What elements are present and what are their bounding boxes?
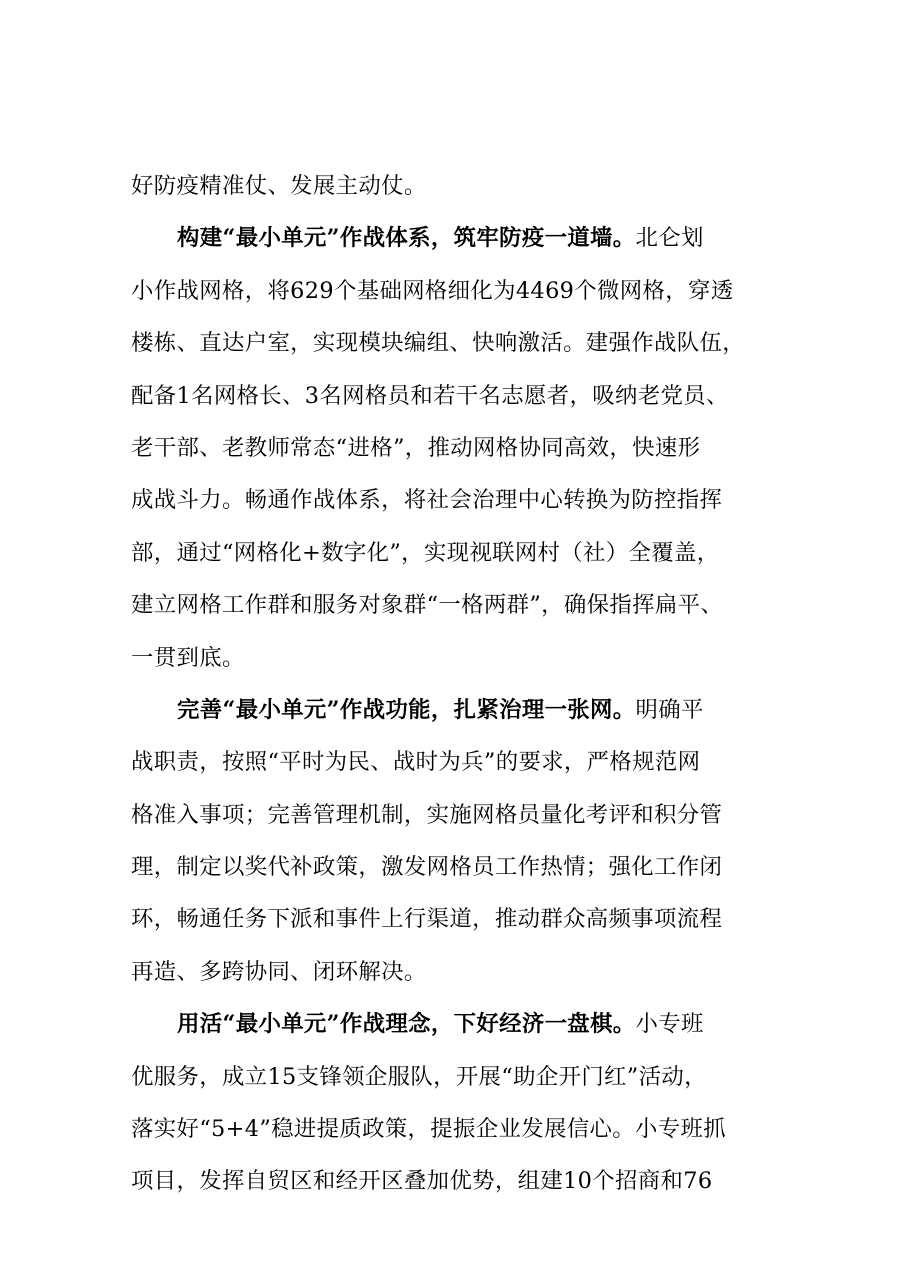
paragraph-continuation: [131, 160, 783, 212]
paragraph-first-line-text: 小专班: [635, 1011, 704, 1038]
text-line: 楼栋、直达户室，实现模块编组、快响激活。建强作战队伍，: [131, 330, 745, 357]
text-line: 配备1名网格长、3名网格员和若干名志愿者，吸纳老党员、: [131, 382, 729, 409]
text-line: 成战斗力。畅通作战体系，将社会治理中心转换为防控指挥: [131, 487, 723, 514]
paragraph-heading: 完善“最小单元”作战功能，扎紧治理一张网。: [177, 696, 636, 723]
text-line: 格准入事项；完善管理机制，实施网格员量化考评和积分管: [131, 801, 723, 828]
text-line: 再造、多跨协同、闭环解决。: [131, 958, 427, 985]
paragraph-first-line: [131, 998, 783, 1050]
document-body: [131, 160, 783, 1208]
text-line: 项目，发挥自贸区和经开区叠加优势，组建10个招商和76: [131, 1168, 713, 1195]
paragraph-heading: 用活“最小单元”作战理念，下好经济一盘棋。: [177, 1011, 636, 1038]
paragraph-heading: 构建“最小单元”作战体系，筑牢防疫一道墙。: [177, 225, 636, 252]
paragraph-first-line-text: 明确平: [635, 696, 704, 723]
paragraph-economy: [131, 998, 783, 1208]
paragraph-grid-function: [131, 684, 783, 998]
paragraph-first-line-text: 北仑划: [635, 225, 704, 252]
text-line: 好防疫精准仗、发展主动仗。: [131, 173, 427, 199]
text-line: 落实好“5+4”稳进提质政策，提振企业发展信心。小专班抓: [131, 1116, 726, 1143]
text-line: 环，畅通任务下派和事件上行渠道，推动群众高频事项流程: [131, 906, 723, 933]
paragraph-first-line: [131, 684, 783, 736]
paragraph-first-line: [131, 212, 783, 264]
text-line: 老干部、老教师常态“进格”，推动网格协同高效，快速形: [131, 434, 701, 461]
text-line: 理，制定以奖代补政策，激发网格员工作热情；强化工作闭: [131, 854, 723, 881]
paragraph-grid-system: [131, 212, 783, 684]
text-line: 建立网格工作群和服务对象群“一格两群”，确保指挥扁平、: [131, 592, 724, 619]
text-line: 小作战网格，将629个基础网格细化为4469个微网格，穿透: [131, 277, 734, 304]
text-line: 一贯到底。: [131, 644, 245, 671]
text-line: 优服务，成立15支锋领企服队，开展“助企开门红”活动，: [131, 1063, 707, 1090]
text-line: 部，通过“网格化+数字化”，实现视联网村（社）全覆盖，: [131, 539, 720, 566]
text-line: 战职责，按照“平时为民、战时为兵”的要求，严格规范网: [131, 749, 701, 776]
